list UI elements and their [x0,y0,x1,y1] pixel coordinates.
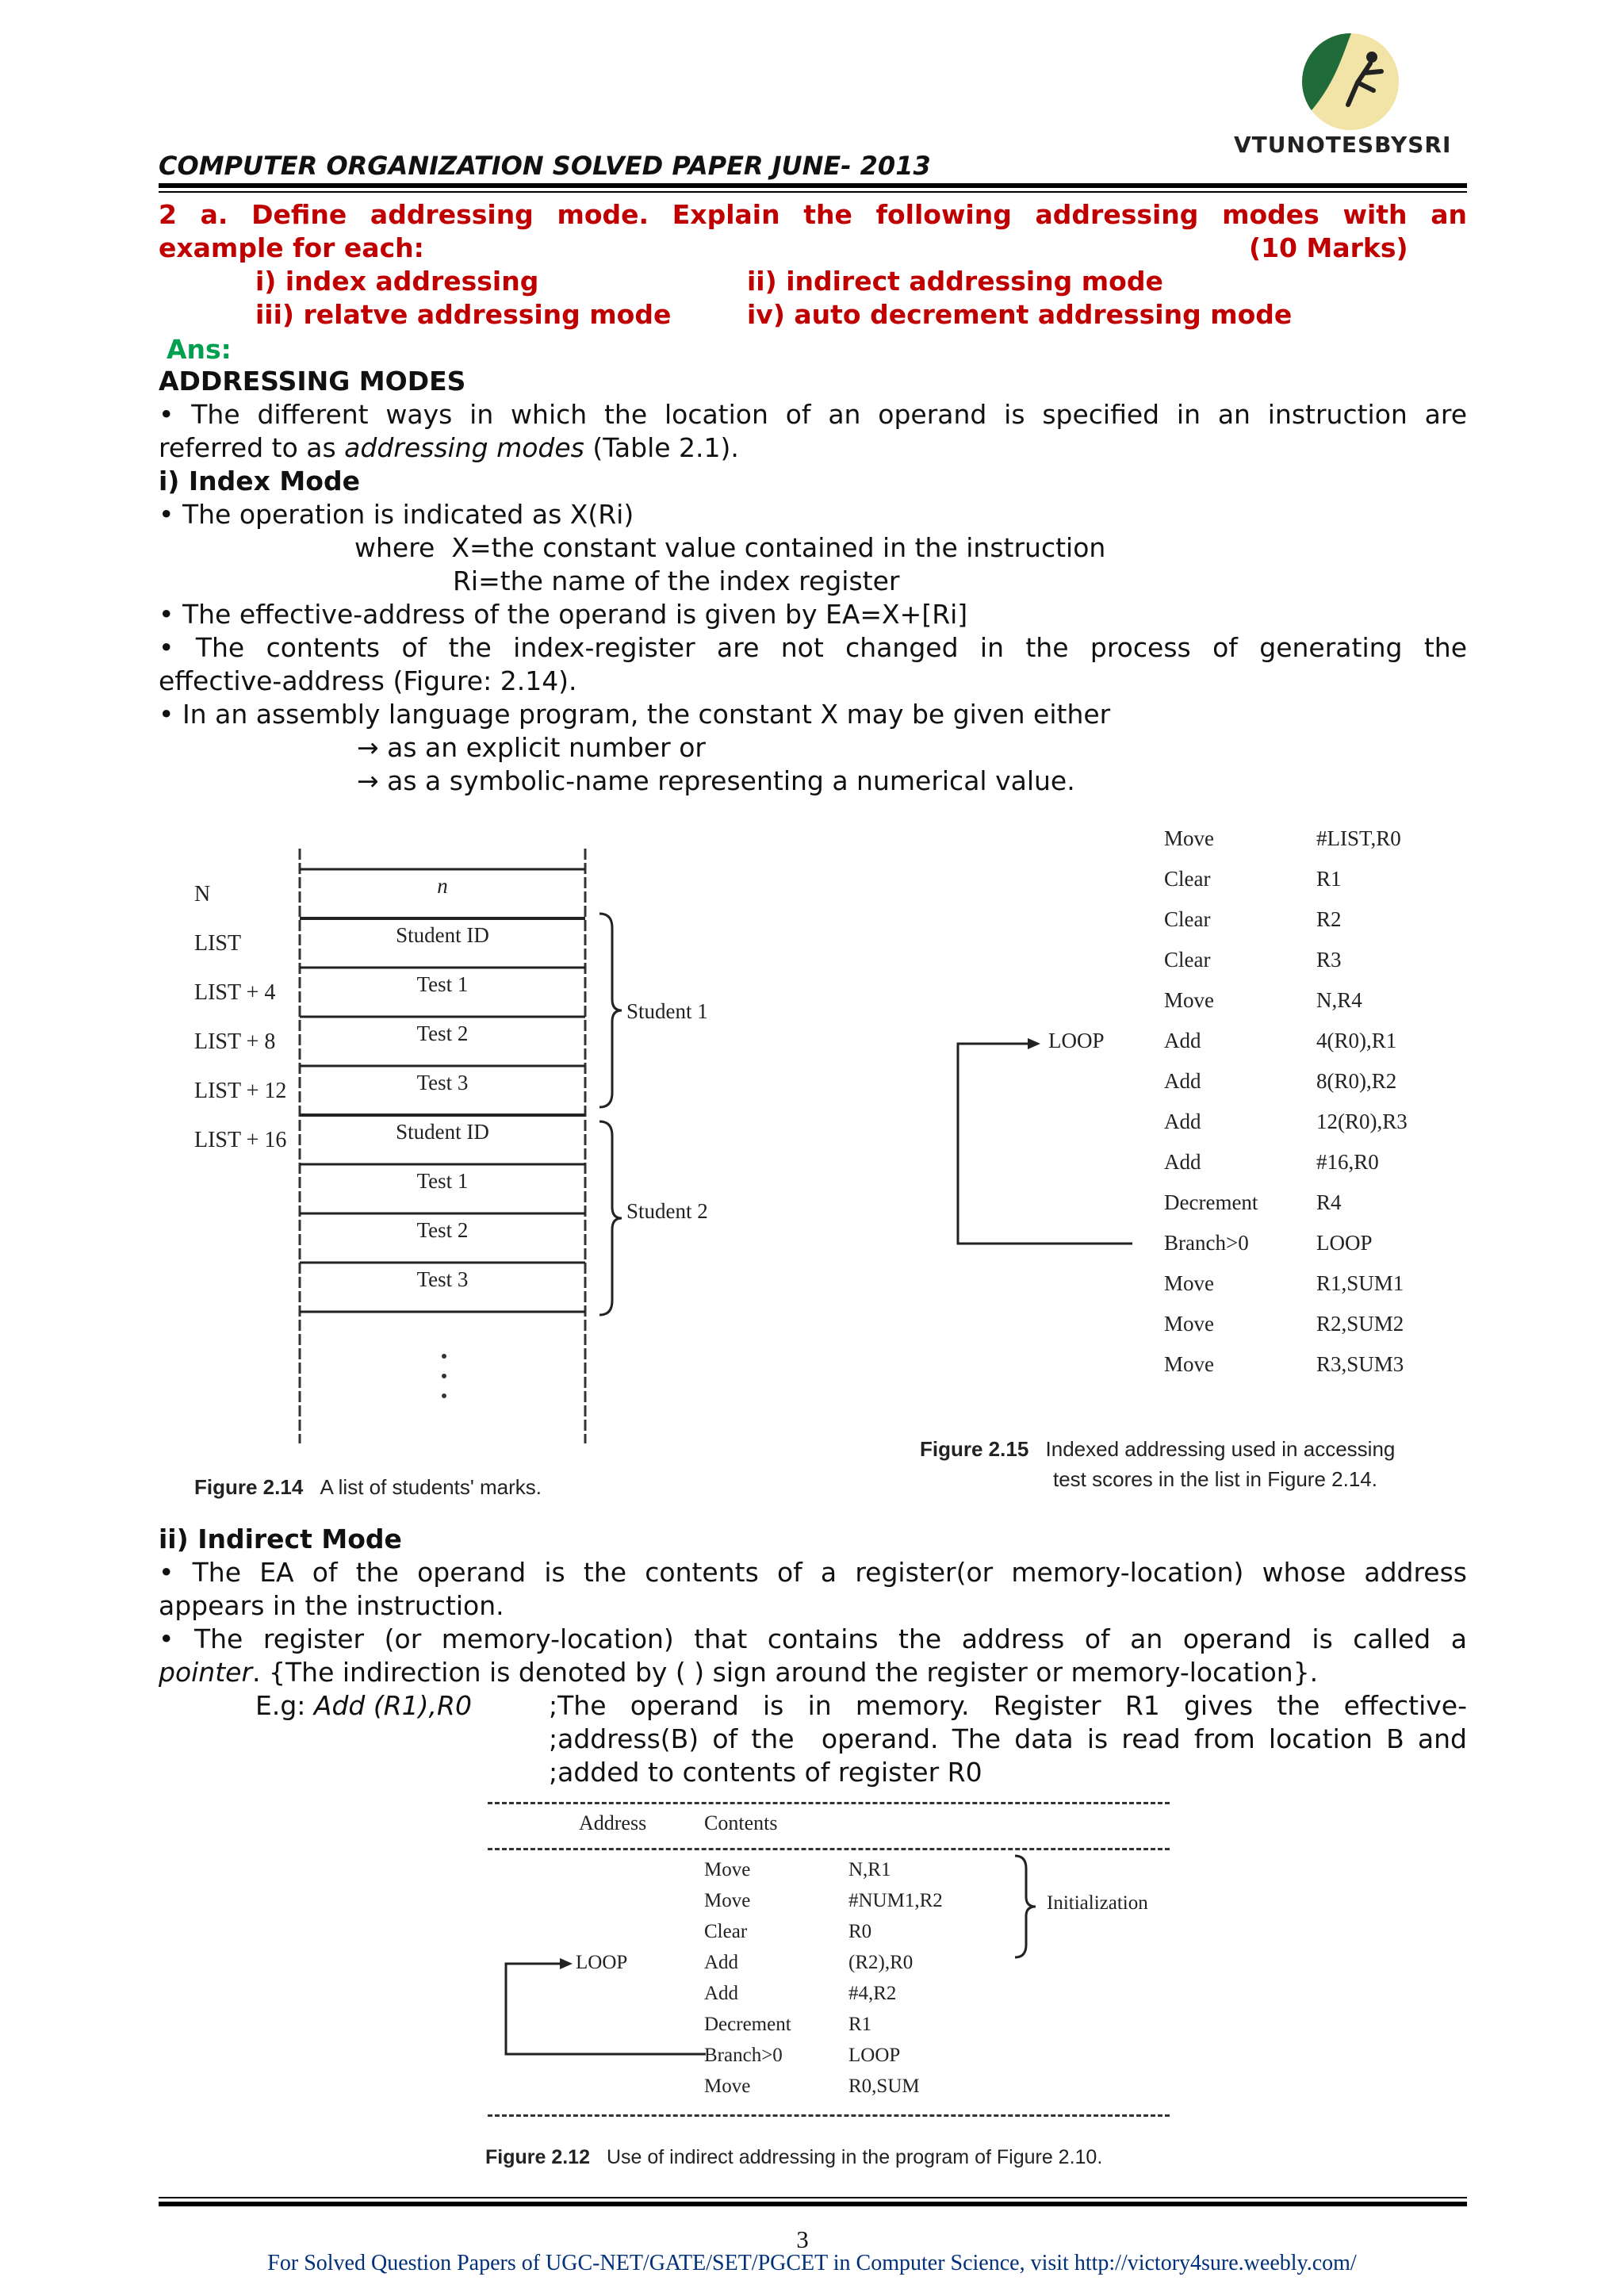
fig215-arg: 12(R0),R3 [1316,1110,1408,1133]
indirect-mode-heading: ii) Indirect Mode [159,1524,402,1554]
fig214-caption [194,1475,542,1500]
comment-line-3: ;added to contents of register R0 [549,1757,982,1788]
fig215-arg: R2,SUM2 [1316,1312,1404,1336]
fig212-arg: #NUM1,R2 [848,1890,943,1911]
index-line-6: effective-address (Figure: 2.14). [159,665,577,696]
fig212-op: Move [704,1890,751,1911]
fig212-op: Add [704,1983,739,2004]
question-line-1: 2 a. Define addressing mode. Explain the following addressing modes with an [159,199,1467,230]
logo-text: VTUNOTESBYSRI [1234,132,1452,158]
fig214-label: LIST + 8 [194,1029,276,1054]
fig215-op: Add [1164,1029,1201,1052]
fig215-arg: 4(R0),R1 [1316,1029,1397,1052]
fig212-caption-num: Figure 2.12 [485,2146,590,2168]
example-label: E.g: [255,1690,314,1721]
option-1: i) index addressing [255,266,539,297]
fig214-label: LIST + 16 [194,1128,287,1152]
fig215-arg: R3,SUM3 [1316,1352,1404,1376]
intro-line-1: • The different ways in which the location of an operand is specified in an instruction are [159,399,1467,430]
fig215-op: Add [1164,1150,1201,1174]
pointer-term: pointer [159,1657,253,1688]
fig215-caption-line-1: Indexed addressing used in accessing [1045,1437,1396,1461]
index-line-5: • The contents of the index-register are not changed in the process of generating the [159,632,1467,663]
fig214-cell: Test 2 [416,1022,469,1045]
fig215-caption-num: Figure 2.15 [920,1437,1029,1461]
indirect-line-4-rest: . {The indirection is denoted by ( ) sign around the register or memory-location}. [252,1657,1319,1688]
fig212-arg: #4,R2 [848,1983,897,2004]
indirect-line-2: appears in the instruction. [159,1590,504,1621]
student-2-label: Student 2 [626,1199,708,1223]
indirect-line-4 [159,1656,1318,1689]
fig215-op: Clear [1164,907,1211,931]
fig215-arg: R1,SUM1 [1316,1271,1404,1295]
index-line-9: → as a symbolic-name representing a numerical value. [357,765,1075,796]
option-4: iv) auto decrement addressing mode [747,299,1293,330]
fig212-arg: LOOP [848,2045,901,2066]
fig212-caption-text: Use of indirect addressing in the program of Figure 2.10. [606,2146,1103,2168]
fig214-cell: Student ID [396,923,489,947]
fig215-op: Branch>0 [1164,1231,1249,1255]
fig212-arg: R0,SUM [848,2076,920,2097]
fig215-arg: #16,R0 [1316,1150,1379,1174]
fig215-op: Decrement [1164,1190,1258,1214]
logo-emblem [1302,33,1399,130]
fig215-op: Move [1164,988,1214,1012]
header-rule-thick [159,183,1467,188]
fig212-bottom-rule [488,2114,1170,2117]
fig215-arg: N,R4 [1316,988,1362,1012]
fig215-op: Add [1164,1069,1201,1093]
fig214-cell: Test 3 [416,1071,469,1094]
page-number: 3 [796,2225,809,2253]
answer-label: Ans: [167,334,232,365]
page-header-title: COMPUTER ORGANIZATION SOLVED PAPER JUNE- 2013 [159,151,931,181]
fig215-loop-arrow [952,1031,1142,1261]
fig212-init-brace [1012,1853,1044,1964]
fig214-braces [596,912,628,1324]
index-line-2: where X=the constant value contained in the instruction [354,532,1106,563]
index-line-7: • In an assembly language program, the constant X may be given either [159,699,1111,730]
fig212-op: Move [704,2076,751,2097]
fig215-arg: R4 [1316,1190,1342,1214]
fig214-cell: Test 1 [416,1169,469,1193]
fig215-op: Add [1164,1110,1201,1133]
index-line-3: Ri=the name of the index register [453,565,900,596]
index-line-1: • The operation is indicated as X(Ri) [159,499,634,530]
header-rule-thin [159,191,1467,193]
footer-rule-thin [159,2197,1467,2198]
fig215-arg: LOOP [1316,1231,1373,1255]
intro-text-a: referred to as [159,432,345,463]
intro-term: addressing modes [344,432,584,463]
fig212-op: Clear [704,1921,748,1942]
fig214-cell: Test 3 [416,1267,469,1291]
fig212-arg: R1 [848,2014,872,2035]
fig212-init-label: Initialization [1047,1892,1148,1914]
fig214-caption-text: A list of students' marks. [320,1475,542,1499]
fig215-op: Move [1164,826,1214,850]
fig212-op: Decrement [704,2014,791,2035]
fig212-op: Add [704,1952,739,1973]
fig215-arg: 8(R0),R2 [1316,1069,1397,1093]
option-3: iii) relatve addressing mode [255,299,672,330]
question-marks: (10 Marks) [1249,232,1408,263]
fig212-arg: (R2),R0 [848,1952,914,1973]
fig214-cell: Student ID [396,1120,489,1144]
fig214-cell: Test 2 [416,1218,469,1242]
index-mode-heading: i) Index Mode [159,466,360,496]
indirect-line-1: • The EA of the operand is the contents of a register(or memory-location) whose address [159,1557,1467,1588]
climber-icon [1302,33,1399,130]
fig212-arg: N,R1 [848,1859,891,1880]
fig212-loop-arrow [500,1951,714,2062]
fig212-op: Move [704,1859,751,1880]
fig214-cell: n [437,874,448,898]
fig214-label: LIST + 4 [194,980,276,1005]
index-line-8: → as an explicit number or [357,732,706,763]
fig215-op: Clear [1164,948,1211,972]
fig212-caption [485,2146,1102,2169]
footer-rule-thick [159,2202,1467,2206]
fig215-op: Move [1164,1271,1214,1295]
fig215-op: Move [1164,1352,1214,1376]
fig215-arg: #LIST,R0 [1316,826,1401,850]
fig215-loop-label: LOOP [1048,1029,1105,1052]
fig212-header-rule [488,1848,1170,1850]
fig215-arg: R2 [1316,907,1342,931]
fig215-arg: R1 [1316,867,1342,891]
fig214-label: N [194,882,211,907]
example-code: Add (R1),R0 [313,1690,472,1721]
option-2: ii) indirect addressing mode [747,266,1163,297]
example-instruction [255,1689,472,1723]
fig212-arg: R0 [848,1921,872,1942]
fig215-arg: R3 [1316,948,1342,972]
intro-text-c: (Table 2.1). [584,432,739,463]
fig215-caption [920,1434,1395,1494]
question-line-2: example for each: [159,232,424,263]
footer-text: For Solved Question Papers of UGC-NET/GATE/SET/PGCET in Computer Science, visit http://victory4sure.weebly.com/ [267,2251,1357,2275]
fig212-op: Branch>0 [704,2045,783,2066]
fig214-caption-num: Figure 2.14 [194,1475,304,1499]
comment-line-1: ;The operand is in memory. Register R1 gives the effective- [549,1690,1467,1721]
fig212-top-rule [488,1802,1170,1804]
fig212-col-contents: Contents [704,1811,778,1834]
section-heading: ADDRESSING MODES [159,366,466,397]
indirect-line-3: • The register (or memory-location) that contains the address of an operand is called a [159,1623,1467,1654]
fig215-caption-line-2: test scores in the list in Figure 2.14. [1053,1467,1377,1491]
student-1-label: Student 1 [626,999,708,1023]
fig215-op: Clear [1164,867,1211,891]
fig214-label: LIST [194,931,242,956]
comment-line-2: ;address(B) of the operand. The data is read from location B and [549,1723,1467,1754]
index-line-4: • The effective-address of the operand is given by EA=X+[Ri] [159,599,968,630]
fig212-loop-label: LOOP [576,1952,628,1973]
fig212-col-address: Address [579,1811,647,1834]
fig214-label: LIST + 12 [194,1079,287,1103]
fig215-op: Move [1164,1312,1214,1336]
intro-line-2 [159,431,739,465]
fig214-cell: Test 1 [416,972,469,996]
